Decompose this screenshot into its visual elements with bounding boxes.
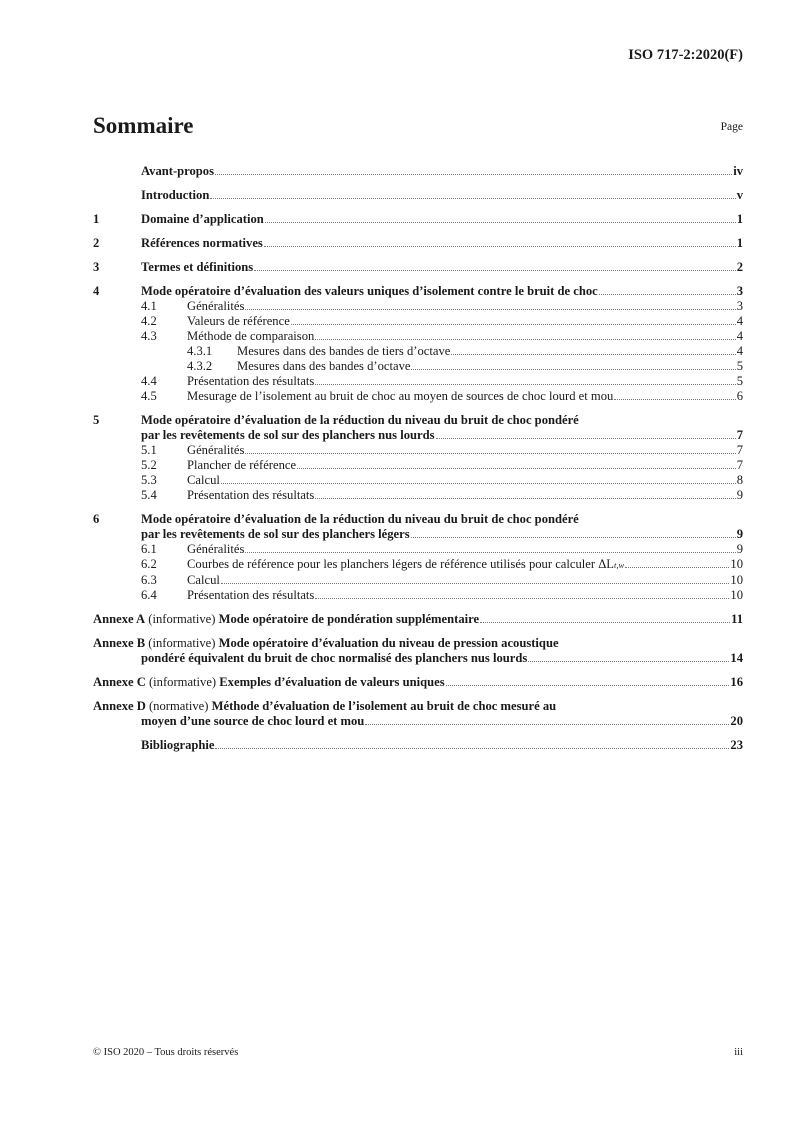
- section-title[interactable]: Mesures dans des bandes d’octave: [237, 359, 411, 373]
- toc-line: [93, 542, 743, 557]
- page-number[interactable]: 7: [736, 458, 743, 472]
- section-title[interactable]: Mesurage de l’isolement au bruit de choc au moyen de sources de choc lourd et mou: [187, 389, 614, 403]
- toc-line: [93, 738, 743, 753]
- page-number[interactable]: 3: [736, 299, 743, 313]
- dot-leader: [221, 582, 730, 584]
- toc-line: [93, 573, 743, 588]
- section-title[interactable]: Introduction: [141, 188, 210, 202]
- section-number: 5: [93, 413, 100, 427]
- section-title[interactable]: moyen d’une source de choc lourd et mou: [141, 714, 365, 728]
- toc-line: [93, 164, 743, 179]
- section-title[interactable]: Avant-propos: [141, 164, 215, 178]
- dot-leader: [411, 368, 735, 370]
- section-title[interactable]: Présentation des résultats: [187, 374, 315, 388]
- page-number[interactable]: v: [736, 188, 743, 202]
- toc-line: [93, 374, 743, 389]
- toc-line: [93, 473, 743, 488]
- toc-line: [93, 458, 743, 473]
- toc-line: [93, 260, 743, 275]
- page-number[interactable]: 10: [730, 588, 743, 602]
- toc-entry[interactable]: [93, 458, 743, 473]
- annex-label: Annexe B: [93, 636, 146, 650]
- toc-entry[interactable]: [93, 636, 743, 666]
- dot-leader: [265, 221, 736, 223]
- toc-line: [93, 557, 743, 573]
- toc-line: [93, 344, 743, 359]
- dot-leader: [245, 452, 735, 454]
- section-number: 4.3.2: [187, 359, 213, 373]
- toc-line: [93, 488, 743, 503]
- dot-leader: [254, 269, 736, 271]
- section-number: 3: [93, 260, 100, 274]
- section-title[interactable]: Calcul: [187, 473, 220, 487]
- toc-entry[interactable]: [93, 557, 743, 573]
- annex-type: (informative): [148, 675, 217, 689]
- dot-leader: [245, 308, 735, 310]
- page-number[interactable]: 3: [736, 284, 743, 298]
- toc-entry[interactable]: [93, 443, 743, 458]
- page-number[interactable]: 2: [736, 260, 743, 274]
- page-number[interactable]: 5: [736, 374, 743, 388]
- section-title[interactable]: par les revêtements de sol sur des planchers légers: [141, 527, 410, 541]
- toc-line: [93, 314, 743, 329]
- dot-leader: [215, 747, 729, 749]
- annex-label: Annexe D: [93, 699, 146, 713]
- toc-line: [93, 236, 743, 251]
- toc-entry[interactable]: [93, 573, 743, 588]
- page-number[interactable]: 4: [736, 314, 743, 328]
- toc-entry[interactable]: [93, 389, 743, 404]
- toc-entry[interactable]: [93, 542, 743, 557]
- section-title[interactable]: par les revêtements de sol sur des planchers nus lourds: [141, 428, 435, 442]
- section-number: 5.4: [141, 488, 157, 502]
- toc-entry[interactable]: [93, 236, 743, 251]
- section-number: 4.4: [141, 374, 157, 388]
- toc-entry[interactable]: [93, 164, 743, 179]
- toc-line: [93, 413, 743, 428]
- toc-entry[interactable]: [93, 284, 743, 299]
- toc-line: [93, 389, 743, 404]
- page-number[interactable]: 1: [736, 212, 743, 226]
- dot-leader: [436, 437, 736, 439]
- section-title[interactable]: Mode opératoire de pondération supplémentaire: [218, 612, 480, 626]
- page-number[interactable]: 9: [736, 527, 743, 541]
- toc-line: [93, 714, 743, 729]
- toc-entry[interactable]: [93, 512, 743, 542]
- footer-page-number: iii: [734, 1047, 743, 1058]
- dot-leader: [245, 551, 735, 553]
- page-number[interactable]: 1: [736, 236, 743, 250]
- page-number[interactable]: 10: [730, 573, 743, 587]
- annex-type: (normative): [148, 699, 209, 713]
- toc-line: [93, 329, 743, 344]
- toc-entry[interactable]: [93, 738, 743, 753]
- section-title[interactable]: Plancher de référence: [187, 458, 297, 472]
- section-number: 6.2: [141, 557, 157, 571]
- toc-line: [93, 527, 743, 542]
- annex-label: Annexe A: [93, 612, 146, 626]
- page-number[interactable]: 6: [736, 389, 743, 403]
- page-number[interactable]: 10: [730, 557, 743, 571]
- page-number[interactable]: iv: [733, 164, 743, 178]
- page-number[interactable]: 23: [730, 738, 743, 752]
- dot-leader: [446, 684, 730, 686]
- page-number[interactable]: 9: [736, 488, 743, 502]
- toc-line: [93, 675, 743, 690]
- dot-leader: [210, 197, 735, 199]
- section-title[interactable]: Méthode de comparaison: [187, 329, 315, 343]
- toc-entry[interactable]: [93, 314, 743, 329]
- toc-line: [93, 699, 743, 714]
- page-number[interactable]: 16: [730, 675, 743, 689]
- dot-leader: [215, 173, 732, 175]
- dot-leader: [315, 338, 735, 340]
- page-number[interactable]: 7: [736, 428, 743, 442]
- section-number: 5.1: [141, 443, 157, 457]
- toc-line: [93, 588, 743, 603]
- toc-line: [93, 212, 743, 227]
- toc-line: [93, 512, 743, 527]
- toc-entry[interactable]: [93, 299, 743, 314]
- toc-entry[interactable]: [93, 212, 743, 227]
- table-of-contents: [93, 155, 743, 753]
- dot-leader: [451, 353, 735, 355]
- toc-entry[interactable]: [93, 488, 743, 503]
- section-title[interactable]: Bibliographie: [141, 738, 215, 752]
- section-title[interactable]: Mode opératoire d’évaluation du niveau de pression acoustique: [218, 636, 559, 650]
- toc-entry[interactable]: [93, 260, 743, 275]
- toc-entry[interactable]: [93, 188, 743, 203]
- footer-copyright: © ISO 2020 – Tous droits réservés: [93, 1047, 239, 1058]
- section-number: 2: [93, 236, 100, 250]
- dot-leader: [221, 482, 736, 484]
- annex-type: (informative): [148, 636, 216, 650]
- dot-leader: [264, 245, 736, 247]
- section-title[interactable]: Domaine d’application: [141, 212, 264, 226]
- page-number[interactable]: 4: [736, 344, 743, 358]
- dot-leader: [315, 383, 735, 385]
- toc-line: [93, 651, 743, 666]
- annex-label: Annexe C: [93, 675, 146, 689]
- section-number: 4.1: [141, 299, 157, 313]
- section-title[interactable]: Mode opératoire d’évaluation des valeurs uniques d’isolement contre le bruit de choc: [141, 284, 598, 298]
- section-title[interactable]: Références normatives: [141, 236, 263, 250]
- toc-entry[interactable]: [93, 359, 743, 374]
- dot-leader: [528, 660, 729, 662]
- subscript: t,w: [614, 560, 625, 570]
- section-title[interactable]: Termes et définitions: [141, 260, 254, 274]
- section-title[interactable]: Courbes de référence pour les planchers légers de référence utilisés pour calculer ΔL: [187, 557, 614, 571]
- section-number: 6.1: [141, 542, 157, 556]
- toc-line: [93, 188, 743, 203]
- section-number: 4.2: [141, 314, 157, 328]
- dot-leader: [614, 398, 735, 400]
- toc-line: [93, 359, 743, 374]
- toc-line: [93, 428, 743, 443]
- toc-entry[interactable]: [93, 344, 743, 359]
- section-title[interactable]: Présentation des résultats: [187, 488, 315, 502]
- section-number: 4.5: [141, 389, 157, 403]
- page-number[interactable]: 5: [736, 359, 743, 373]
- section-number: 5.3: [141, 473, 157, 487]
- toc-entry[interactable]: [93, 413, 743, 443]
- section-title[interactable]: Valeurs de référence: [187, 314, 290, 328]
- section-title[interactable]: pondéré équivalent du bruit de choc normalisé des planchers nus lourds: [141, 651, 528, 665]
- section-number: 1: [93, 212, 100, 226]
- page-number[interactable]: 11: [731, 612, 743, 626]
- section-title[interactable]: Exemples d’évaluation de valeurs uniques: [219, 675, 445, 689]
- dot-leader: [365, 723, 729, 725]
- dot-leader: [315, 597, 729, 599]
- dot-leader: [291, 323, 736, 325]
- dot-leader: [297, 467, 736, 469]
- toc-entry[interactable]: [93, 374, 743, 389]
- section-title[interactable]: Généralités: [187, 542, 245, 556]
- toc-entry[interactable]: [93, 699, 743, 729]
- toc-line: [93, 299, 743, 314]
- dot-leader: [411, 536, 736, 538]
- dot-leader: [315, 497, 735, 499]
- section-number: 4.3.1: [187, 344, 213, 358]
- section-title[interactable]: Méthode d’évaluation de l’isolement au bruit de choc mesuré au: [211, 699, 557, 713]
- section-number: 4: [93, 284, 100, 298]
- dot-leader: [480, 621, 730, 623]
- section-number: 6: [93, 512, 100, 526]
- section-title[interactable]: Généralités: [187, 443, 245, 457]
- page-number[interactable]: 20: [730, 714, 743, 728]
- toc-entry[interactable]: [93, 588, 743, 603]
- page-number[interactable]: 7: [736, 443, 743, 457]
- section-number: 6.4: [141, 588, 157, 602]
- document-id: ISO 717-2:2020(F): [628, 47, 743, 63]
- toc-line: [93, 636, 743, 651]
- toc-entry[interactable]: [93, 329, 743, 344]
- section-number: 5.2: [141, 458, 157, 472]
- annex-type: (informative): [148, 612, 216, 626]
- section-title[interactable]: Présentation des résultats: [187, 588, 315, 602]
- toc-entry[interactable]: [93, 473, 743, 488]
- toc-entry[interactable]: [93, 675, 743, 690]
- dot-leader: [625, 566, 729, 568]
- section-number: 6.3: [141, 573, 157, 587]
- section-title[interactable]: Mesures dans des bandes de tiers d’octave: [237, 344, 451, 358]
- page-number[interactable]: 4: [736, 329, 743, 343]
- page-title: Sommaire: [93, 113, 194, 138]
- section-title[interactable]: Calcul: [187, 573, 220, 587]
- page-column-label: Page: [720, 121, 743, 133]
- toc-line: [93, 284, 743, 299]
- toc-line: [93, 612, 743, 627]
- toc-line: [93, 443, 743, 458]
- section-number: 4.3: [141, 329, 157, 343]
- dot-leader: [599, 293, 736, 295]
- page-number[interactable]: 9: [736, 542, 743, 556]
- page-number[interactable]: 14: [730, 651, 743, 665]
- section-title[interactable]: Mode opératoire d’évaluation de la réduction du niveau du bruit de choc pondéré: [141, 512, 579, 526]
- toc-entry[interactable]: [93, 612, 743, 627]
- section-title[interactable]: Généralités: [187, 299, 245, 313]
- section-title[interactable]: Mode opératoire d’évaluation de la réduction du niveau du bruit de choc pondéré: [141, 413, 579, 427]
- page-number[interactable]: 8: [736, 473, 743, 487]
